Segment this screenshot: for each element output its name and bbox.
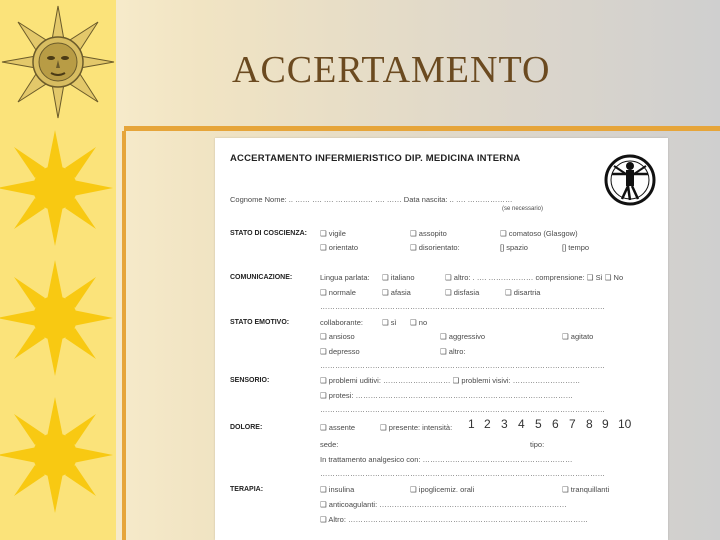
pain-scale-8[interactable]: 8 — [586, 417, 593, 431]
sensorio-uditivi[interactable]: ❑ problemi uditivi: ……………………… ❑ problemi visivi: ……………………… — [320, 376, 581, 385]
pain-scale-3[interactable]: 3 — [501, 417, 508, 431]
emotivo-altro[interactable]: ❑ altro: — [440, 347, 466, 356]
comunicazione-disfasia[interactable]: ❑ disfasia — [445, 288, 480, 297]
emotivo-ansioso[interactable]: ❑ ansioso — [320, 332, 355, 341]
coscienza-assopito[interactable]: ❑ assopito — [410, 229, 447, 238]
emotivo-dots[interactable]: …………………………………………………………………………………………………… — [320, 361, 605, 370]
coscienza-label: STATO DI COSCIENZA: — [230, 230, 307, 237]
emotivo-label: STATO EMOTIVO: — [230, 319, 290, 326]
pain-scale-5[interactable]: 5 — [535, 417, 542, 431]
emotivo-agitato[interactable]: ❑ agitato — [562, 332, 594, 341]
slide-title: ACCERTAMENTO — [232, 49, 551, 91]
coscienza-tempo[interactable]: [] tempo — [562, 243, 590, 252]
title-rule-horizontal — [124, 126, 720, 131]
terapia-ipoglicemiz[interactable]: ❑ ipoglicemiz. orali — [410, 485, 475, 494]
comunicazione-disartria[interactable]: ❑ disartria — [505, 288, 541, 297]
pain-scale-4[interactable]: 4 — [518, 417, 525, 431]
coscienza-spazio[interactable]: [] spazio — [500, 243, 528, 252]
dolore-presente[interactable]: ❑ presente: intensità: — [380, 423, 453, 432]
dolore-assente[interactable]: ❑ assente — [320, 423, 356, 432]
dolore-tipo[interactable]: tipo: — [530, 440, 545, 449]
emotivo-si[interactable]: ❑ sì — [382, 318, 397, 327]
comunicazione-afasia[interactable]: ❑ afasia — [382, 288, 411, 297]
pain-scale-6[interactable]: 6 — [552, 417, 559, 431]
emotivo-no[interactable]: ❑ no — [410, 318, 428, 327]
terapia-insulina[interactable]: ❑ insulina — [320, 485, 355, 494]
sun-face-emblem-icon — [2, 6, 114, 118]
coscienza-comatoso[interactable]: ❑ comatoso (Glasgow) — [500, 229, 578, 238]
coscienza-orientato[interactable]: ❑ orientato — [320, 243, 358, 252]
vitruvian-man-logo-icon — [604, 154, 656, 206]
comunicazione-altro[interactable]: ❑ altro: . …. ……………… comprensione: ❑ Sì ❑ No — [445, 273, 624, 282]
comunicazione-italiano[interactable]: ❑ italiano — [382, 273, 415, 282]
terapia-altro[interactable]: ❑ Altro: …………………………………………………………………………………… — [320, 515, 588, 524]
pain-scale-9[interactable]: 9 — [602, 417, 609, 431]
sun-burst-icon — [0, 130, 113, 246]
sun-burst-icon — [0, 260, 113, 376]
emotivo-collaborante: collaborante: — [320, 318, 363, 327]
comunicazione-normale[interactable]: ❑ normale — [320, 288, 356, 297]
emotivo-aggressivo[interactable]: ❑ aggressivo — [440, 332, 486, 341]
terapia-label: TERAPIA: — [230, 486, 264, 493]
name-note: (se necessario) — [502, 206, 544, 212]
comunicazione-label: COMUNICAZIONE: — [230, 274, 293, 281]
form-header: ACCERTAMENTO INFERMIERISTICO DIP. MEDICINA INTERNA — [230, 153, 521, 164]
emotivo-depresso[interactable]: ❑ depresso — [320, 347, 360, 356]
comunicazione-lingua: Lingua parlata: — [320, 273, 370, 282]
terapia-tranquillanti[interactable]: ❑ tranquillanti — [562, 485, 610, 494]
sensorio-dots[interactable]: …………………………………………………………………………………………………… — [320, 405, 605, 414]
dolore-dots[interactable]: …………………………………………………………………………………………………… — [320, 469, 605, 478]
terapia-anticoagulanti[interactable]: ❑ anticoagulanti: ………………………………………………………………… — [320, 500, 567, 509]
sun-decorations — [0, 0, 116, 540]
pain-scale-10[interactable]: 10 — [618, 417, 632, 431]
sensorio-protesi[interactable]: ❑ protesi: …………………………………………………………………………… — [320, 391, 573, 400]
coscienza-disorientato[interactable]: ❑ disorientato: — [410, 243, 460, 252]
dolore-trattamento[interactable]: In trattamento analgesico con: …………………………………………………… — [320, 455, 573, 464]
sun-burst-icon — [0, 397, 113, 513]
pain-scale-2[interactable]: 2 — [484, 417, 491, 431]
sensorio-label: SENSORIO: — [230, 377, 270, 384]
pain-scale-1[interactable]: 1 — [468, 417, 475, 431]
comunicazione-dots[interactable]: …………………………………………………………………………………………………… — [320, 302, 605, 311]
dolore-label: DOLORE: — [230, 424, 263, 431]
name-line[interactable]: Cognome Nome: .. …… …. …. …………… …. …… Data nascita: .. …. ……………… — [230, 195, 513, 204]
pain-scale-7[interactable]: 7 — [569, 417, 576, 431]
dolore-sede[interactable]: sede: — [320, 440, 339, 449]
coscienza-vigile[interactable]: ❑ vigile — [320, 229, 346, 238]
title-rule-vertical — [122, 131, 126, 540]
